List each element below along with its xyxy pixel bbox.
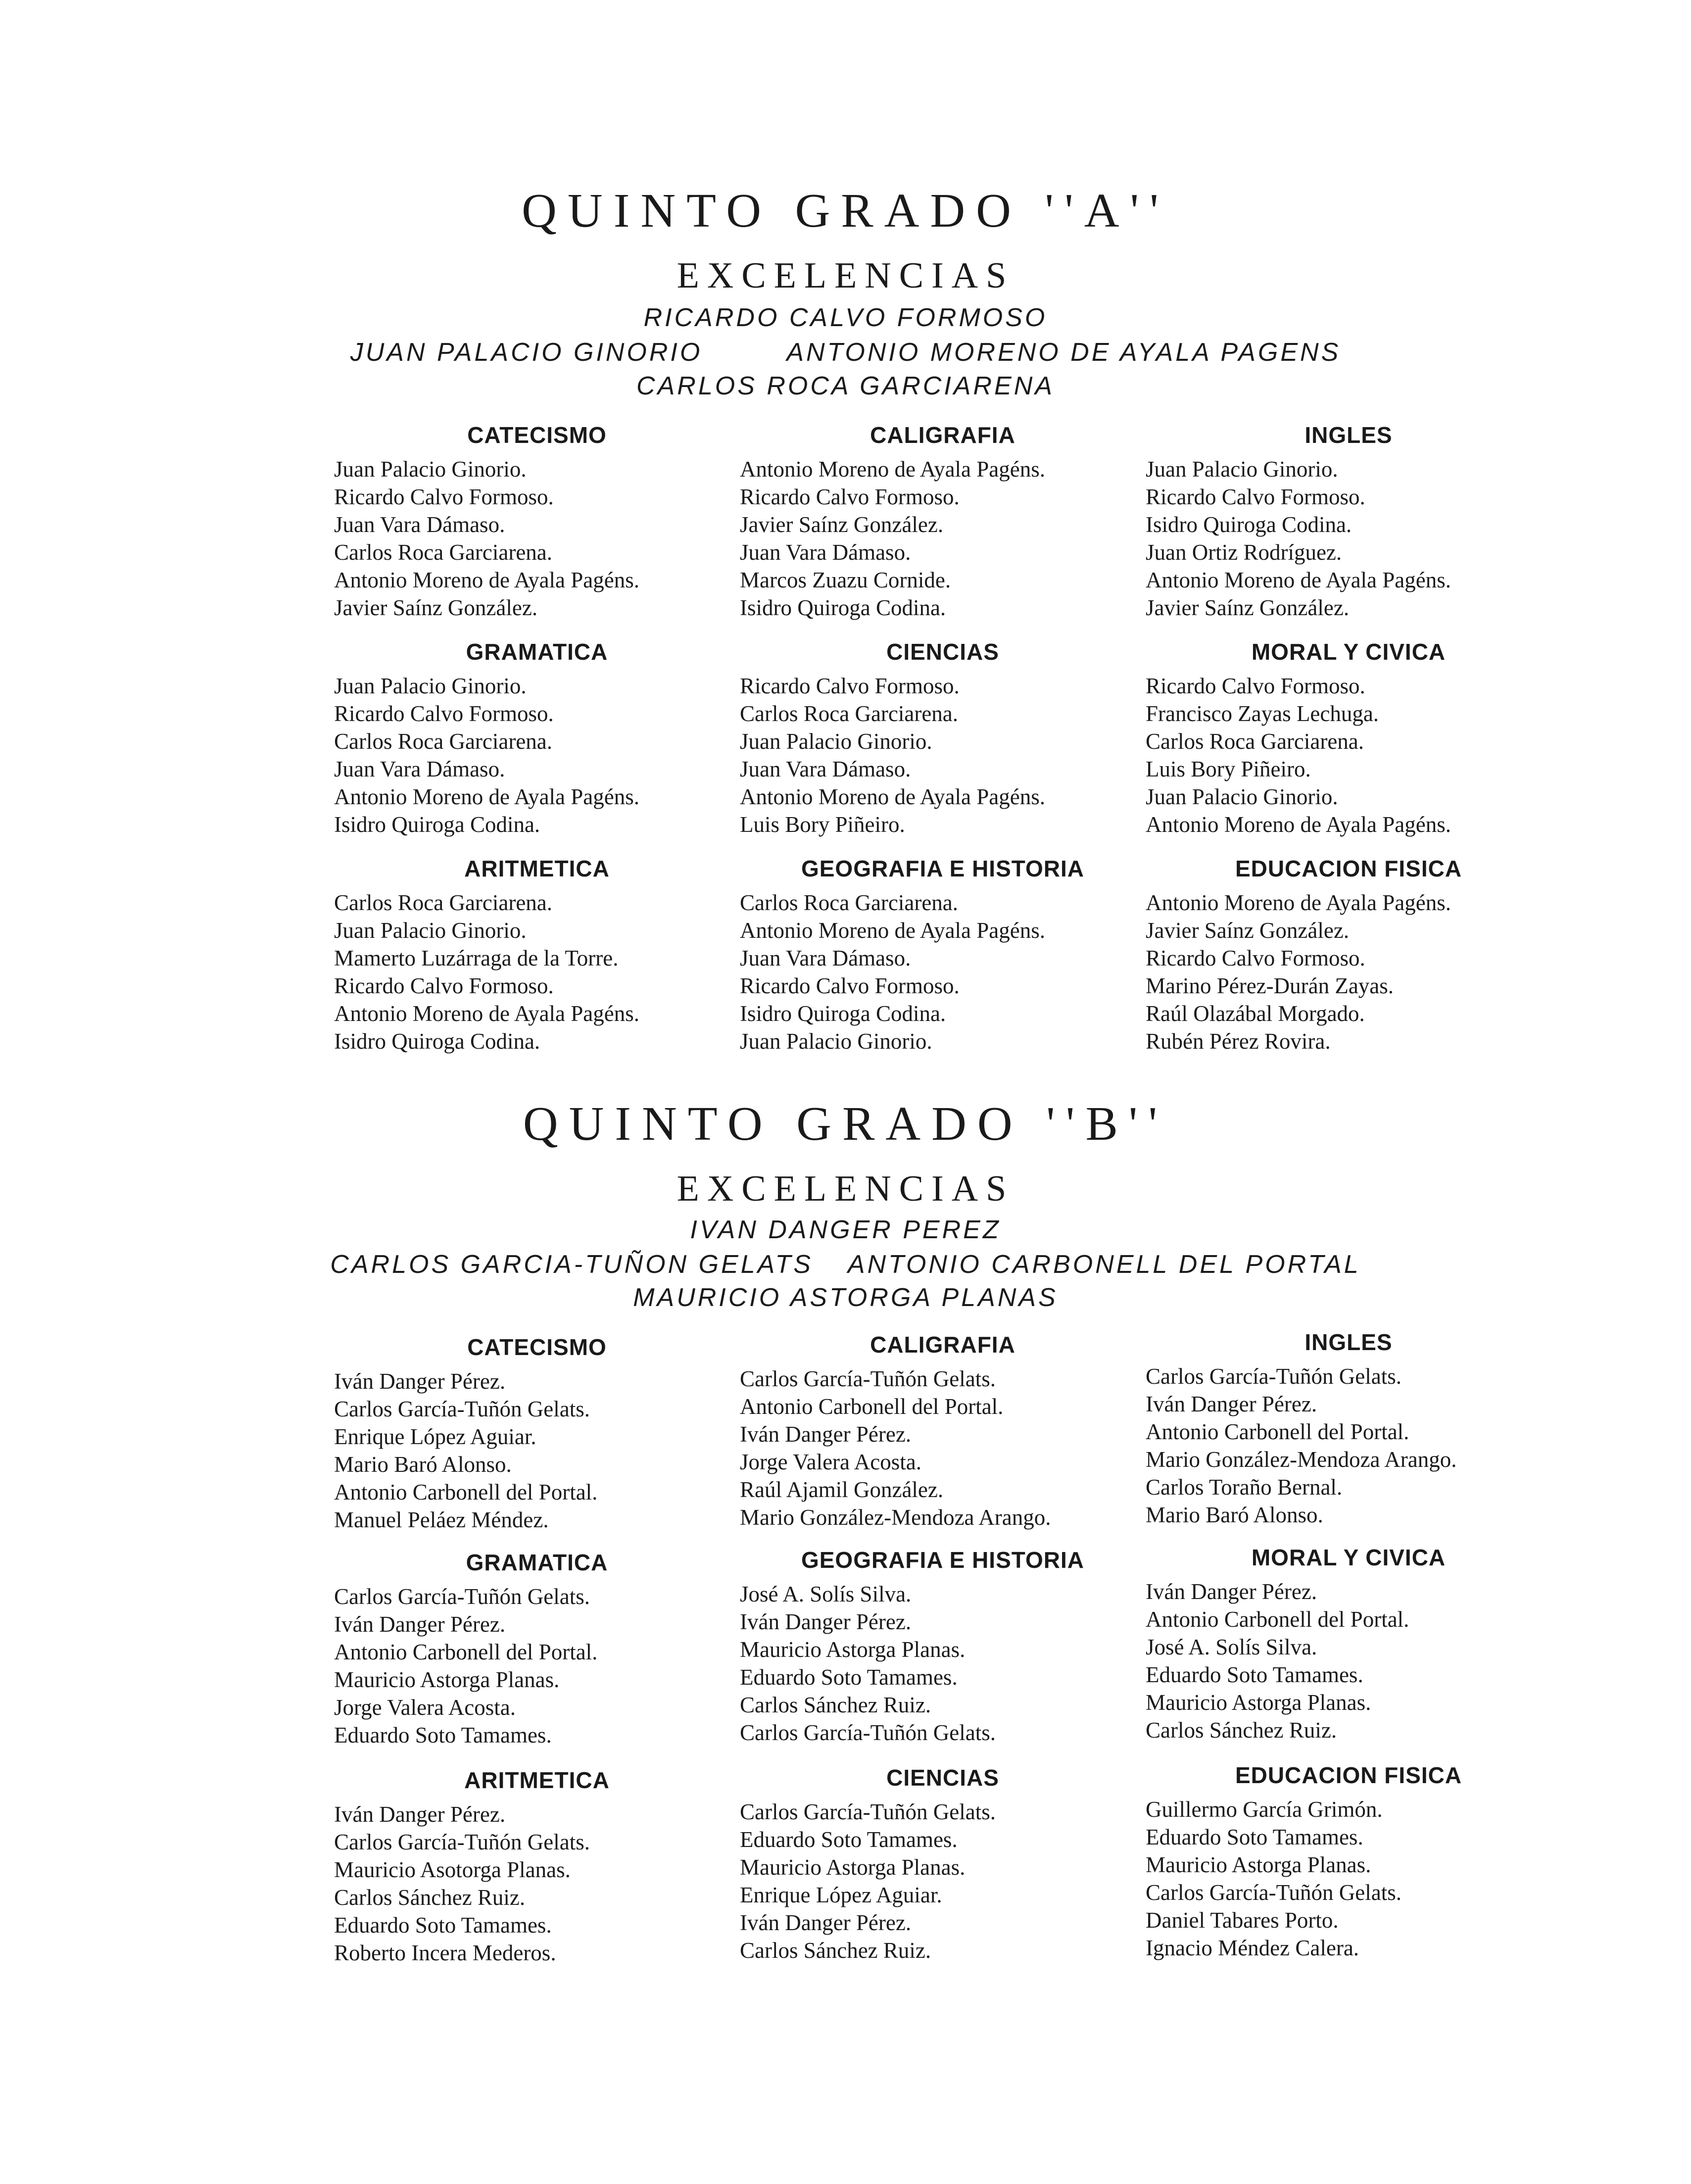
list-item: Isidro Quiroga Codina. — [334, 1029, 540, 1054]
list-item: Ricardo Calvo Formoso. — [740, 973, 960, 998]
list-item: Iván Danger Pérez. — [740, 1422, 912, 1447]
list-item: Javier Saínz González. — [1146, 595, 1350, 620]
subject-heading: EDUCACION FISICA — [1235, 1762, 1462, 1788]
list-item: Enrique López Aguiar. — [334, 1424, 536, 1449]
list-item: Javier Saínz González. — [740, 512, 944, 537]
grade-b-excellence-heading: EXCELENCIAS — [676, 1168, 1015, 1209]
subject-heading: CIENCIAS — [886, 1765, 999, 1791]
list-item: José A. Solís Silva. — [740, 1582, 912, 1606]
list-item: Javier Saínz González. — [1146, 918, 1350, 943]
student-list — [740, 455, 1146, 622]
list-item: Eduardo Soto Tamames. — [334, 1913, 552, 1938]
list-item: Manuel Peláez Méndez. — [334, 1507, 549, 1532]
grade-a-title: QUINTO GRADO ''A'' — [522, 184, 1169, 238]
list-item: Raúl Olazábal Morgado. — [1146, 1001, 1365, 1026]
list-item: Marcos Zuazu Cornide. — [740, 568, 951, 592]
list-item: Iván Danger Pérez. — [740, 1609, 912, 1634]
subject-heading: GRAMATICA — [466, 1550, 608, 1575]
student-list — [740, 1365, 1146, 1531]
list-item: Francisco Zayas Lechuga. — [1146, 701, 1379, 726]
list-item: Eduardo Soto Tamames. — [740, 1665, 958, 1690]
list-item: Isidro Quiroga Codina. — [334, 812, 540, 837]
list-item: Mamerto Luzárraga de la Torre. — [334, 946, 619, 971]
list-item: Jorge Valera Acosta. — [334, 1695, 516, 1720]
list-item: Eduardo Soto Tamames. — [334, 1723, 552, 1747]
list-item: Eduardo Soto Tamames. — [1146, 1662, 1363, 1687]
student-list — [334, 455, 740, 622]
list-item: Mauricio Astorga Planas. — [740, 1637, 966, 1662]
grade-a-honor-pair — [0, 338, 1691, 367]
grade-b-subject-gramatica — [334, 1549, 740, 1749]
list-item: Antonio Carbonell del Portal. — [740, 1394, 1004, 1419]
subject-heading: CALIGRAFIA — [870, 422, 1015, 448]
list-item: Ricardo Calvo Formoso. — [1146, 946, 1365, 971]
list-item: Mario Baró Alonso. — [1146, 1503, 1323, 1527]
grade-a-subject-ciencias — [740, 638, 1146, 838]
grade-b-subject-ingles — [1146, 1329, 1551, 1529]
subject-heading: ARITMETICA — [464, 856, 610, 881]
list-item: Mario González-Mendoza Arango. — [740, 1505, 1051, 1530]
grade-b-honor-pair — [0, 1250, 1691, 1279]
grade-b-honor-third: MAURICIO ASTORGA PLANAS — [633, 1283, 1058, 1312]
list-item: Carlos Roca Garciarena. — [1146, 729, 1364, 754]
student-list — [334, 1367, 740, 1534]
list-item: Carlos Roca Garciarena. — [334, 729, 553, 754]
list-item: Carlos Sánchez Ruiz. — [740, 1693, 931, 1717]
list-item: Mario González-Mendoza Arango. — [1146, 1447, 1457, 1472]
list-item: Mario Baró Alonso. — [334, 1452, 512, 1477]
list-item: Iván Danger Pérez. — [334, 1802, 506, 1827]
list-item: Iván Danger Pérez. — [1146, 1579, 1317, 1604]
list-item: Ricardo Calvo Formoso. — [740, 674, 960, 698]
list-item: Carlos Roca Garciarena. — [334, 890, 553, 915]
student-list — [740, 672, 1146, 838]
list-item: Carlos Toraño Bernal. — [1146, 1475, 1343, 1500]
list-item: Luis Bory Piñeiro. — [1146, 757, 1311, 781]
list-item: Guillermo García Grimón. — [1146, 1797, 1383, 1822]
subject-heading: INGLES — [1304, 1329, 1393, 1355]
grade-a-subject-ingles — [1146, 422, 1551, 622]
subject-heading: MORAL Y CIVICA — [1251, 639, 1446, 665]
list-item: Antonio Carbonell del Portal. — [334, 1640, 598, 1664]
list-item: Roberto Incera Mederos. — [334, 1941, 556, 1965]
list-item: Juan Ortiz Rodríguez. — [1146, 540, 1342, 565]
list-item: Mauricio Astorga Planas. — [1146, 1852, 1371, 1877]
list-item: Ricardo Calvo Formoso. — [1146, 674, 1365, 698]
subject-heading: GEOGRAFIA E HISTORIA — [801, 1547, 1085, 1573]
grade-b-subject-catecismo — [334, 1334, 740, 1534]
list-item: Juan Palacio Ginorio. — [334, 457, 527, 482]
grade-b-subject-ciencias — [740, 1764, 1146, 1964]
subject-heading: ARITMETICA — [464, 1767, 610, 1793]
list-item: Juan Palacio Ginorio. — [1146, 784, 1338, 809]
list-item: Ricardo Calvo Formoso. — [334, 485, 554, 509]
list-item: Carlos Roca Garciarena. — [740, 890, 959, 915]
list-item: Jorge Valera Acosta. — [740, 1450, 921, 1474]
student-list — [1146, 1362, 1551, 1529]
subject-heading: INGLES — [1304, 422, 1393, 448]
subject-heading: CATECISMO — [467, 422, 607, 448]
list-item: Antonio Moreno de Ayala Pagéns. — [1146, 812, 1451, 837]
grade-b-subject-educacion-fisica — [1146, 1762, 1551, 1962]
list-item: Mauricio Astorga Planas. — [740, 1855, 966, 1880]
student-list — [334, 1800, 740, 1967]
list-item: Juan Palacio Ginorio. — [740, 729, 932, 754]
list-item: Juan Palacio Ginorio. — [334, 918, 527, 943]
list-item: Iván Danger Pérez. — [334, 1612, 506, 1637]
list-item: Carlos Sánchez Ruiz. — [334, 1885, 526, 1910]
list-item: Juan Palacio Ginorio. — [740, 1029, 932, 1054]
student-list — [740, 889, 1146, 1055]
list-item: Carlos García-Tuñón Gelats. — [740, 1366, 996, 1391]
list-item: Antonio Carbonell del Portal. — [1146, 1607, 1409, 1632]
list-item: Isidro Quiroga Codina. — [740, 1001, 946, 1026]
list-item: Juan Vara Dámaso. — [740, 540, 911, 565]
list-item: Carlos García-Tuñón Gelats. — [334, 1584, 590, 1609]
list-item: Carlos Sánchez Ruiz. — [1146, 1718, 1337, 1743]
subject-heading: EDUCACION FISICA — [1235, 856, 1462, 881]
list-item: Antonio Carbonell del Portal. — [334, 1480, 598, 1505]
list-item: Antonio Moreno de Ayala Pagéns. — [1146, 890, 1451, 915]
subject-heading: GEOGRAFIA E HISTORIA — [801, 856, 1085, 881]
list-item: Carlos García-Tuñón Gelats. — [740, 1720, 996, 1745]
student-list — [1146, 1578, 1551, 1744]
list-item: Iván Danger Pérez. — [740, 1910, 912, 1935]
list-item: Antonio Moreno de Ayala Pagéns. — [334, 1001, 640, 1026]
grade-b-subject-aritmetica — [334, 1767, 740, 1967]
list-item: Iván Danger Pérez. — [334, 1369, 506, 1394]
list-item: Antonio Moreno de Ayala Pagéns. — [740, 784, 1046, 809]
list-item: Mauricio Astorga Planas. — [334, 1667, 560, 1692]
list-item: Antonio Moreno de Ayala Pagéns. — [334, 568, 640, 592]
grade-a-subject-caligrafia — [740, 422, 1146, 622]
list-item: José A. Solís Silva. — [1146, 1635, 1317, 1659]
grade-a-subject-aritmetica — [334, 855, 740, 1055]
list-item: Ricardo Calvo Formoso. — [334, 701, 554, 726]
list-item: Daniel Tabares Porto. — [1146, 1908, 1339, 1933]
list-item: Eduardo Soto Tamames. — [1146, 1825, 1363, 1849]
student-list — [1146, 889, 1551, 1055]
subject-heading: MORAL Y CIVICA — [1251, 1545, 1446, 1570]
grade-b-subject-geografia-historia — [740, 1547, 1146, 1747]
student-list — [334, 672, 740, 838]
student-list — [740, 1798, 1146, 1964]
student-list — [334, 1583, 740, 1749]
grade-b-subject-caligrafia — [740, 1331, 1146, 1531]
list-item: Antonio Moreno de Ayala Pagéns. — [1146, 568, 1451, 592]
list-item: Carlos García-Tuñón Gelats. — [1146, 1364, 1401, 1389]
list-item: Juan Vara Dámaso. — [334, 757, 505, 781]
student-list — [334, 889, 740, 1055]
list-item: Eduardo Soto Tamames. — [740, 1827, 958, 1852]
list-item: Ricardo Calvo Formoso. — [334, 973, 554, 998]
list-item: Isidro Quiroga Codina. — [1146, 512, 1352, 537]
list-item: Ricardo Calvo Formoso. — [740, 485, 960, 509]
grade-a-honor-right: ANTONIO MORENO DE AYALA PAGENS — [786, 338, 1341, 367]
list-item: Juan Vara Dámaso. — [740, 946, 911, 971]
list-item: Iván Danger Pérez. — [1146, 1392, 1317, 1416]
list-item: Juan Palacio Ginorio. — [1146, 457, 1338, 482]
list-item: Carlos Roca Garciarena. — [334, 540, 553, 565]
list-item: Carlos García-Tuñón Gelats. — [334, 1830, 590, 1854]
list-item: Juan Vara Dámaso. — [740, 757, 911, 781]
grade-a-honor-third: CARLOS ROCA GARCIARENA — [636, 372, 1055, 400]
list-item: Javier Saínz González. — [334, 595, 538, 620]
grade-a-subject-catecismo — [334, 422, 740, 622]
grade-b-honor-right: ANTONIO CARBONELL DEL PORTAL — [847, 1250, 1361, 1279]
list-item: Isidro Quiroga Codina. — [740, 595, 946, 620]
list-item: Mauricio Astorga Planas. — [1146, 1690, 1371, 1715]
grade-a-subject-educacion-fisica — [1146, 855, 1551, 1055]
grade-a-honor-first: RICARDO CALVO FORMOSO — [643, 303, 1048, 332]
list-item: Carlos García-Tuñón Gelats. — [740, 1799, 996, 1824]
list-item: Enrique López Aguiar. — [740, 1883, 942, 1907]
list-item: Juan Vara Dámaso. — [334, 512, 505, 537]
list-item: Ricardo Calvo Formoso. — [1146, 485, 1365, 509]
list-item: Carlos Roca Garciarena. — [740, 701, 959, 726]
list-item: Rubén Pérez Rovira. — [1146, 1029, 1331, 1054]
subject-heading: GRAMATICA — [466, 639, 608, 665]
student-list — [740, 1580, 1146, 1747]
list-item: Carlos García-Tuñón Gelats. — [334, 1397, 590, 1421]
grade-a-excellence-heading: EXCELENCIAS — [676, 255, 1015, 296]
list-item: Ignacio Méndez Calera. — [1146, 1936, 1359, 1960]
student-list — [1146, 1796, 1551, 1962]
list-item: Antonio Moreno de Ayala Pagéns. — [740, 918, 1046, 943]
list-item: Raúl Ajamil González. — [740, 1477, 944, 1502]
grade-b-honor-left: CARLOS GARCIA-TUÑON GELATS — [330, 1250, 813, 1279]
list-item: Carlos Sánchez Ruiz. — [740, 1938, 931, 1963]
student-list — [1146, 672, 1551, 838]
list-item: Marino Pérez-Durán Zayas. — [1146, 973, 1394, 998]
grade-a-subject-geografia-historia — [740, 855, 1146, 1055]
subject-heading: CIENCIAS — [886, 639, 999, 665]
grade-a-subject-moral-civica — [1146, 638, 1551, 838]
grade-b-subject-moral-civica — [1146, 1544, 1551, 1744]
list-item: Antonio Moreno de Ayala Pagéns. — [334, 784, 640, 809]
grade-b-honor-first: IVAN DANGER PEREZ — [690, 1215, 1001, 1244]
list-item: Mauricio Asotorga Planas. — [334, 1857, 571, 1882]
list-item: Antonio Moreno de Ayala Pagéns. — [740, 457, 1046, 482]
subject-heading: CATECISMO — [467, 1334, 607, 1360]
grade-b-title: QUINTO GRADO ''B'' — [523, 1097, 1168, 1151]
student-list — [1146, 455, 1551, 622]
list-item: Juan Palacio Ginorio. — [334, 674, 527, 698]
subject-heading: CALIGRAFIA — [870, 1332, 1015, 1358]
list-item: Luis Bory Piñeiro. — [740, 812, 905, 837]
grade-a-subject-gramatica — [334, 638, 740, 838]
grade-a-honor-left: JUAN PALACIO GINORIO — [350, 338, 703, 367]
list-item: Antonio Carbonell del Portal. — [1146, 1419, 1409, 1444]
list-item: Carlos García-Tuñón Gelats. — [1146, 1880, 1401, 1905]
